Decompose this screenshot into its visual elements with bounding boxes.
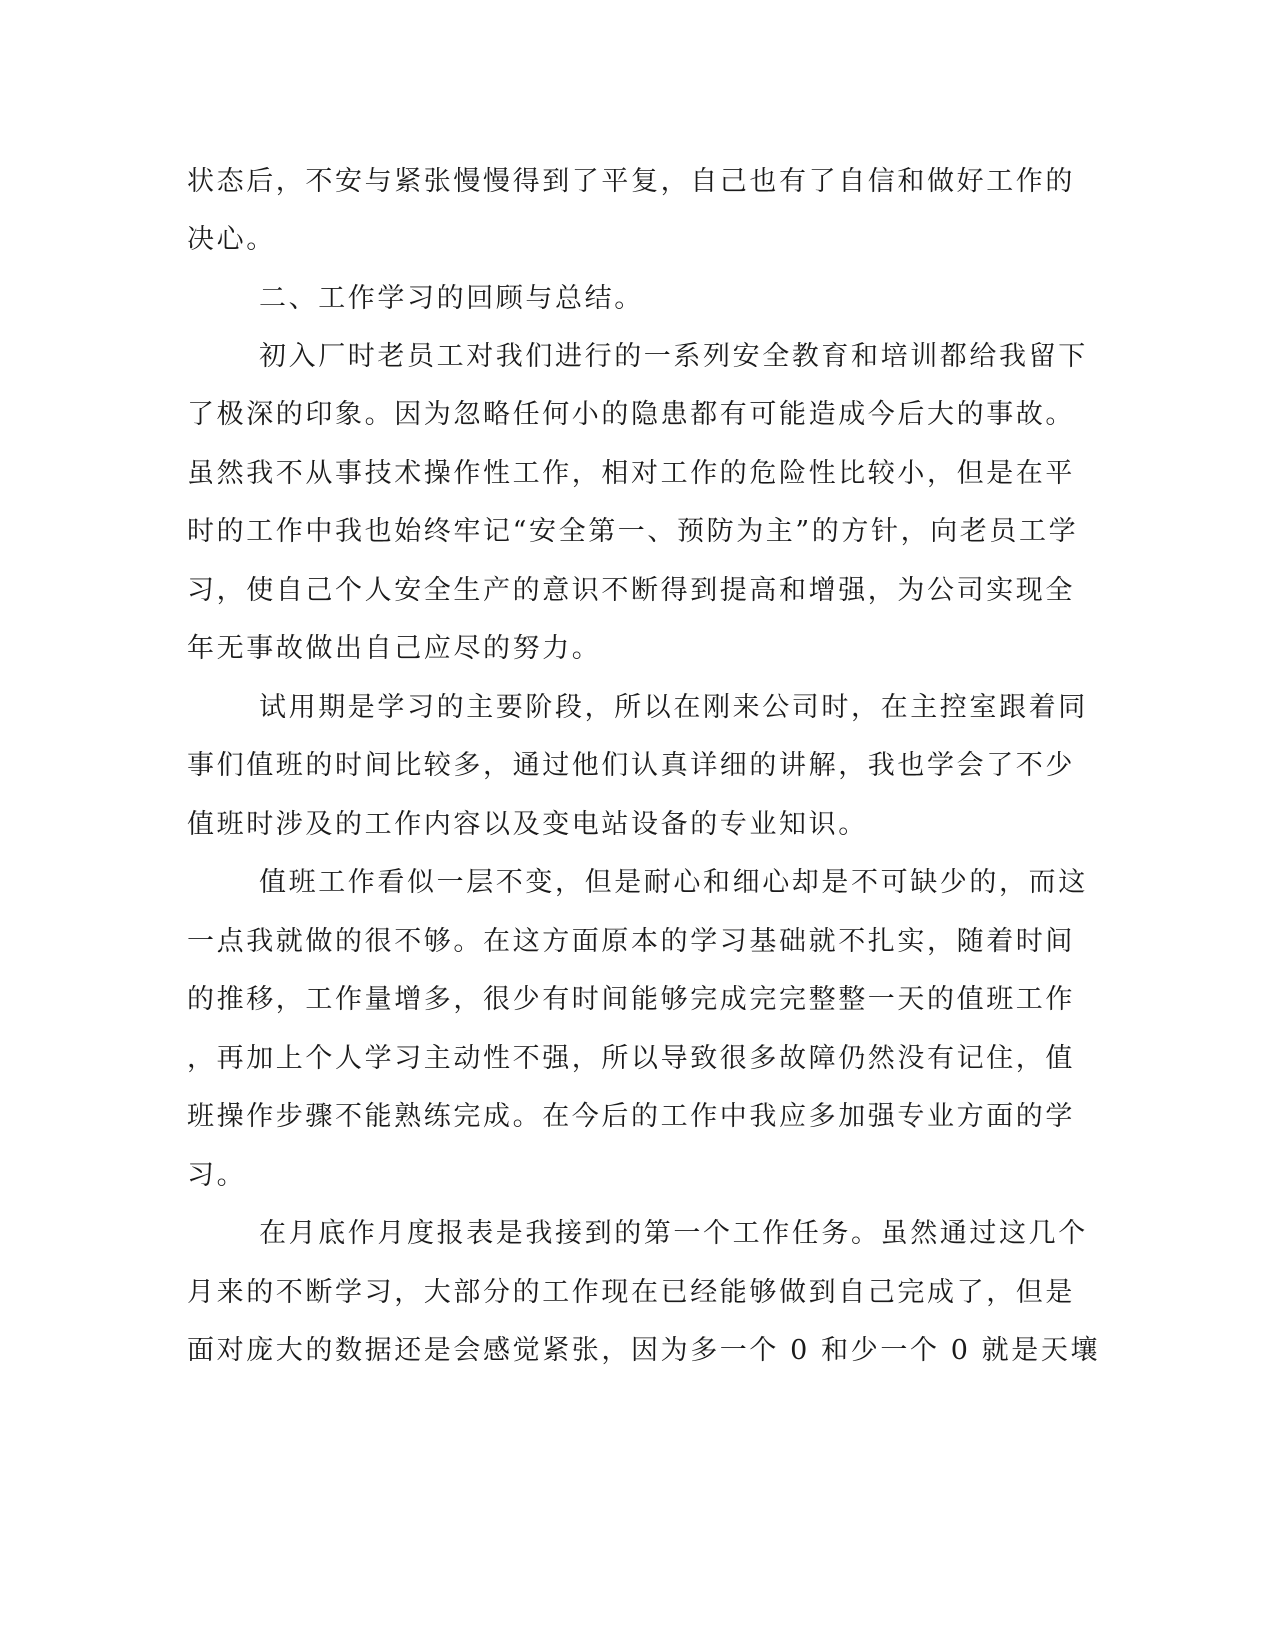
text-line-19: 在月底作月度报表是我接到的第一个工作任务。虽然通过这几个 xyxy=(259,1218,1088,1249)
text-line-7: 时的工作中我也始终牢记“安全第一、预防为主”的方针，向老员工学 xyxy=(187,516,1079,547)
text-line-15: 的推移，工作量增多，很少有时间能够完成完完整整一天的值班工作 xyxy=(187,984,1075,1015)
text-line-17: 班操作步骤不能熟练完成。在今后的工作中我应多加强专业方面的学 xyxy=(187,1101,1075,1132)
text-line-12: 值班时涉及的工作内容以及变电站设备的专业知识。 xyxy=(187,809,868,840)
text-line-1: 状态后，不安与紧张慢慢得到了平复，自己也有了自信和做好工作的 xyxy=(187,166,1075,197)
text-line-10: 试用期是学习的主要阶段，所以在刚来公司时，在主控室跟着同 xyxy=(259,692,1088,723)
text-line-13: 值班工作看似一层不变，但是耐心和细心却是不可缺少的，而这 xyxy=(259,867,1088,898)
text-line-21: 面对庞大的数据还是会感觉紧张，因为多一个 0 和少一个 0 就是天壤 xyxy=(187,1335,1101,1366)
text-line-20: 月来的不断学习，大部分的工作现在已经能够做到自己完成了，但是 xyxy=(187,1277,1075,1308)
text-line-5: 了极深的印象。因为忽略任何小的隐患都有可能造成今后大的事故。 xyxy=(187,399,1075,430)
text-line-2: 决心。 xyxy=(187,224,276,255)
text-line-18: 习。 xyxy=(187,1160,247,1191)
text-line-16: ，再加上个人学习主动性不强，所以导致很多故障仍然没有记住，值 xyxy=(187,1043,1075,1074)
text-line-14: 一点我就做的很不够。在这方面原本的学习基础就不扎实，随着时间 xyxy=(187,926,1075,957)
text-line-6: 虽然我不从事技术操作性工作，相对工作的危险性比较小，但是在平 xyxy=(187,458,1075,489)
text-line-11: 事们值班的时间比较多，通过他们认真详细的讲解，我也学会了不少 xyxy=(187,750,1075,781)
text-line-8: 习，使自己个人安全生产的意识不断得到提高和增强，为公司实现全 xyxy=(187,575,1075,606)
text-line-4: 初入厂时老员工对我们进行的一系列安全教育和培训都给我留下 xyxy=(259,341,1088,372)
section-heading: 二、工作学习的回顾与总结。 xyxy=(259,283,644,314)
text-line-9: 年无事故做出自己应尽的努力。 xyxy=(187,633,602,664)
